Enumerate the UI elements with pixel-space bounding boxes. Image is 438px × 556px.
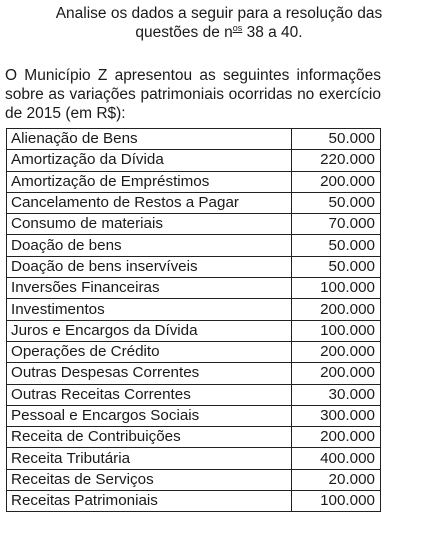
row-value: 100.000 bbox=[292, 320, 381, 341]
row-value: 20.000 bbox=[292, 469, 381, 490]
row-label: Receitas Patrimoniais bbox=[7, 491, 292, 512]
intro-paragraph: O Município Z apresentou as seguintes informações sobre as variações patrimoniais ocorridas no exercício de 2015 (em R$): bbox=[5, 67, 381, 122]
instruction-heading bbox=[0, 4, 438, 42]
row-value: 400.000 bbox=[292, 448, 381, 469]
table-row bbox=[7, 214, 381, 235]
row-value: 100.000 bbox=[292, 278, 381, 299]
row-label: Receitas de Serviços bbox=[7, 469, 292, 490]
row-label: Receita de Contribuições bbox=[7, 427, 292, 448]
row-value: 200.000 bbox=[292, 299, 381, 320]
table-row bbox=[7, 469, 381, 490]
table-row bbox=[7, 192, 381, 213]
table-row bbox=[7, 384, 381, 405]
table-row bbox=[7, 341, 381, 362]
row-value: 50.000 bbox=[292, 192, 381, 213]
table-row bbox=[7, 363, 381, 384]
row-label: Outras Despesas Correntes bbox=[7, 363, 292, 384]
row-value: 300.000 bbox=[292, 405, 381, 426]
table-row bbox=[7, 256, 381, 277]
table-row bbox=[7, 405, 381, 426]
instruction-prefix: questões de n bbox=[135, 24, 233, 41]
row-value: 50.000 bbox=[292, 235, 381, 256]
table-row bbox=[7, 320, 381, 341]
row-label: Pessoal e Encargos Sociais bbox=[7, 405, 292, 426]
row-label: Alienação de Bens bbox=[7, 129, 292, 150]
table-row bbox=[7, 150, 381, 171]
instruction-ordinal: os bbox=[232, 23, 243, 33]
row-label: Cancelamento de Restos a Pagar bbox=[7, 192, 292, 213]
row-label: Juros e Encargos da Dívida bbox=[7, 320, 292, 341]
row-value: 200.000 bbox=[292, 341, 381, 362]
row-label: Consumo de materiais bbox=[7, 214, 292, 235]
row-label: Investimentos bbox=[7, 299, 292, 320]
row-label: Doação de bens bbox=[7, 235, 292, 256]
instruction-line-2 bbox=[0, 23, 438, 42]
table-body bbox=[7, 129, 381, 512]
row-value: 50.000 bbox=[292, 129, 381, 150]
table-row bbox=[7, 448, 381, 469]
table-row bbox=[7, 171, 381, 192]
instruction-line-1: Analise os dados a seguir para a resolução das bbox=[55, 5, 383, 22]
row-value: 70.000 bbox=[292, 214, 381, 235]
row-value: 200.000 bbox=[292, 171, 381, 192]
table-row bbox=[7, 235, 381, 256]
row-value: 30.000 bbox=[292, 384, 381, 405]
row-value: 50.000 bbox=[292, 256, 381, 277]
patrimonial-variations-table bbox=[6, 128, 381, 512]
row-value: 200.000 bbox=[292, 427, 381, 448]
row-label: Amortização da Dívida bbox=[7, 150, 292, 171]
row-label: Inversões Financeiras bbox=[7, 278, 292, 299]
row-label: Amortização de Empréstimos bbox=[7, 171, 292, 192]
row-label: Operações de Crédito bbox=[7, 341, 292, 362]
row-value: 100.000 bbox=[292, 491, 381, 512]
row-label: Receita Tributária bbox=[7, 448, 292, 469]
row-value: 200.000 bbox=[292, 363, 381, 384]
table-row bbox=[7, 278, 381, 299]
row-label: Doação de bens inservíveis bbox=[7, 256, 292, 277]
row-label: Outras Receitas Correntes bbox=[7, 384, 292, 405]
instruction-suffix: 38 a 40. bbox=[242, 24, 303, 41]
table-row bbox=[7, 299, 381, 320]
table-row bbox=[7, 129, 381, 150]
table-row bbox=[7, 427, 381, 448]
row-value: 220.000 bbox=[292, 150, 381, 171]
table-row bbox=[7, 491, 381, 512]
